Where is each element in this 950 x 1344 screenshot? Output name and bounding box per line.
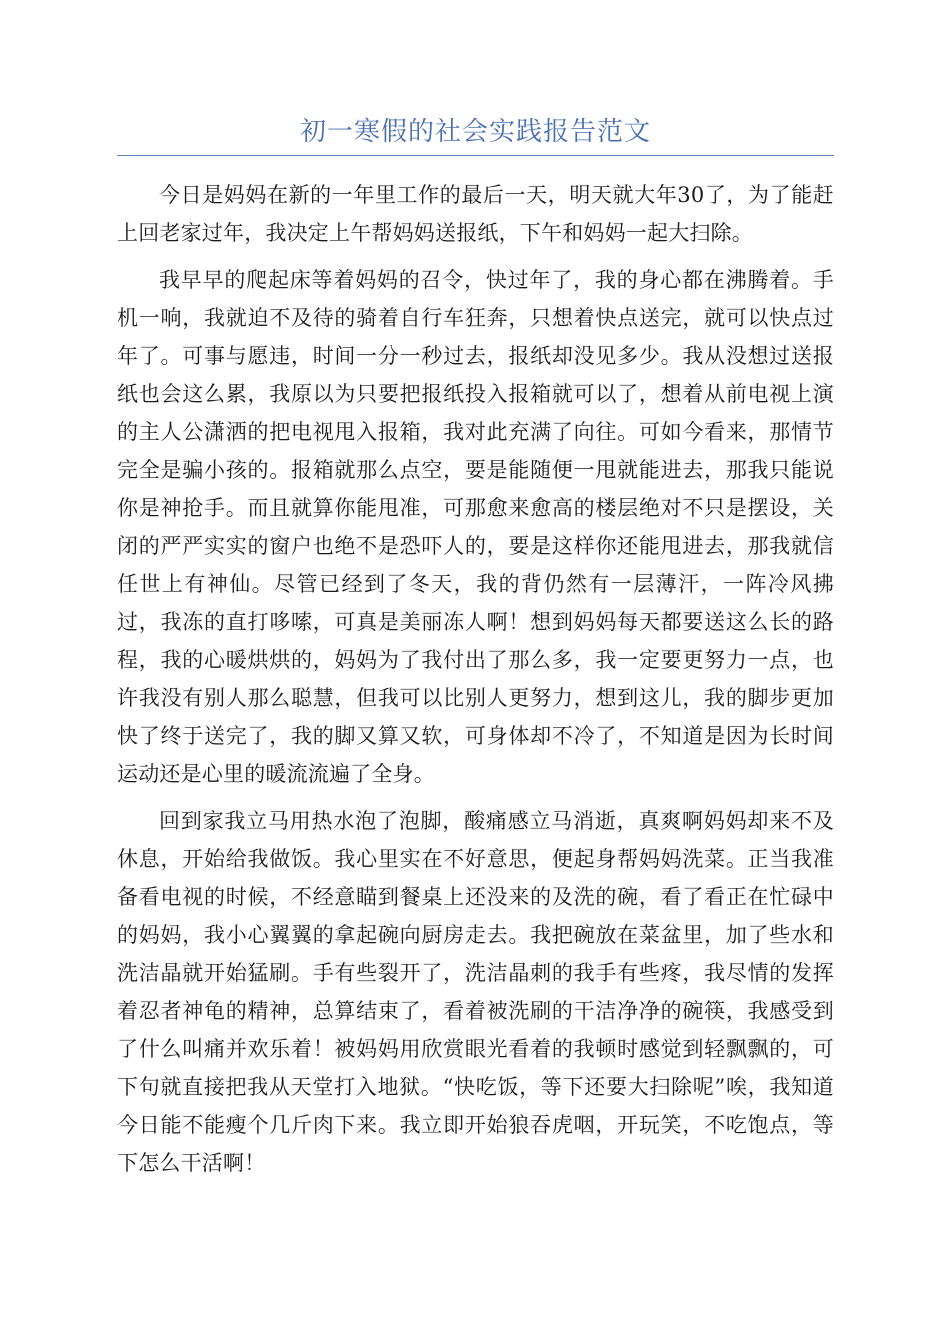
title-underline — [117, 155, 834, 156]
paragraph-2: 我早早的爬起床等着妈妈的召令，快过年了，我的身心都在沸腾着。手机一响，我就迫不及待的骑着自行车狂奔，只想着快点送完，就可以快点过年了。可事与愿违，时间一分一秒过去，报纸却没见多少。我从没想过送报纸也会这么累，我原以为只要把报纸投入报箱就可以了，想着从前电视上演的主人公潇洒的把电视甩入报箱，我对此充满了向往。可如今看来，那情节完全是骗小孩的。报箱就那么点空，要是能随便一甩就能进去，那我只能说你是神抢手。而且就算你能甩准，可那愈来愈高的楼层绝对不只是摆设，关闭的严严实实的窗户也绝不是恐吓人的，要是这样你还能甩进去，那我就信任世上有神仙。尽管已经到了冬天，我的背仍然有一层薄汗，一阵冷风拂过，我冻的直打哆嗦，可真是美丽冻人啊！想到妈妈每天都要送这么长的路程，我的心暖烘烘的，妈妈为了我付出了那么多，我一定要更努力一点，也许我没有别人那么聪慧，但我可以比别人更努力，想到这儿，我的脚步更加快了终于送完了，我的脚又算又软，可身体却不冷了，不知道是因为长时间运动还是心里的暖流流遍了全身。 — [117, 268, 834, 786]
document-body — [117, 176, 834, 1191]
document-title: 初一寒假的社会实践报告范文 — [299, 117, 651, 147]
paragraph-1: 今日是妈妈在新的一年里工作的最后一天，明天就大年30了，为了能赶上回老家过年，我决定上午帮妈妈送报纸，下午和妈妈一起大扫除。 — [117, 183, 834, 245]
paragraph-3: 回到家我立马用热水泡了泡脚，酸痛感立马消逝，真爽啊妈妈却来不及休息，开始给我做饭。我心里实在不好意思，便起身帮妈妈洗菜。正当我准备看电视的时候，不经意瞄到餐桌上还没来的及洗的碗，看了看正在忙碌中的妈妈，我小心翼翼的拿起碗向厨房走去。我把碗放在菜盆里，加了些水和洗洁晶就开始猛刷。手有些裂开了，洗洁晶刺的我手有些疼，我尽情的发挥着忍者神龟的精神，总算结束了，看着被洗刷的干洁净净的碗筷，我感受到了什么叫痛并欢乐着！被妈妈用欣赏眼光看着的我顿时感觉到轻飘飘的，可下句就直接把我从天堂打入地狱。“快吃饭，等下还要大扫除呢”唉，我知道今日能不能瘦个几斤肉下来。我立即开始狼吞虎咽，开玩笑，不吃饱点，等下怎么干活啊！ — [117, 809, 834, 1175]
